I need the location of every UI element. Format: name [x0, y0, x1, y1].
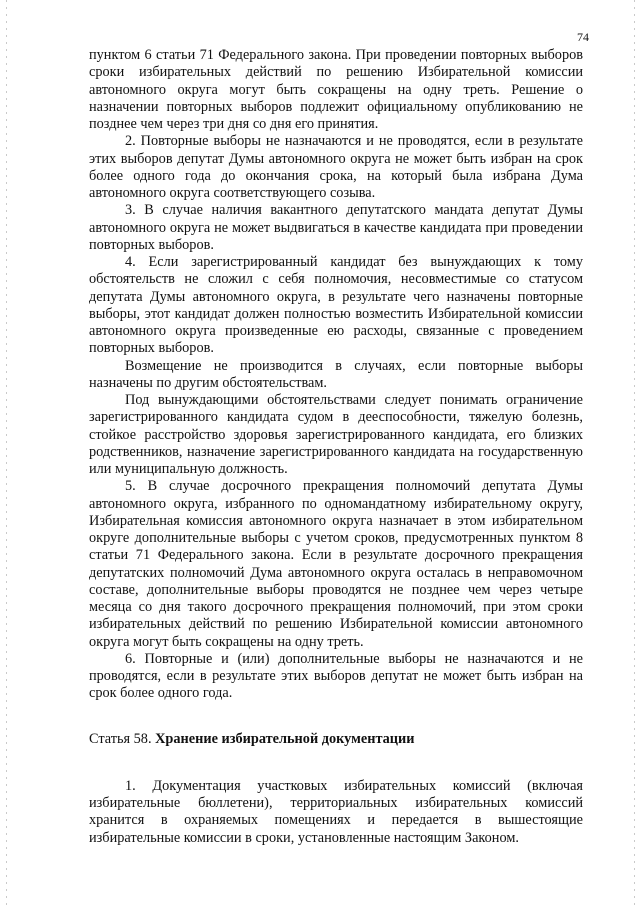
paragraph-continuation: пунктом 6 статьи 71 Федерального закона. При проведении повторных выборов сроки избирательных действий по решению Избирательной комиссии автономного округа могут быть сокращены на одну треть. Решение о назначении повторных выборов подлежит официальному опубликованию не позднее чем через три дня со дня его принятия.: [89, 47, 583, 132]
paragraph-clause-5: 5. В случае досрочного прекращения полномочий депутата Думы автономного округа, избранного по одномандатному избирательному округу, Избирательная комиссия автономного округа назначает в этом избирательном округе дополнительные выборы с учетом сроков, предусмотренных пунктом 8 статьи 71 Федерального закона. Если в результате досрочного прекращения депутатских полномочий Дума автономного округа осталась в неправомочном составе, дополнительные выборы проводятся не позднее чем через четыре месяца со дня такого досрочного прекращения полномочий, при этом сроки избирательных действий по решению Избирательной комиссии автономного округа могут быть сокращены на одну треть.: [89, 478, 583, 650]
article-title: Хранение избирательной документации: [155, 730, 415, 747]
page-number: 74: [577, 30, 589, 44]
scan-edge-right: [634, 0, 635, 905]
scan-edge-left: [6, 0, 7, 905]
paragraph-clause-4: 4. Если зарегистрированный кандидат без вынуждающих к тому обстоятельств не сложил с себя полномочия, несовместимые со статусом депутата Думы автономного округа, в результате чего назначены повторные выборы, этот кандидат должен полностью возместить Избирательной комиссии автономного округа произведенные ею расходы, связанные с проведением повторных выборов.: [89, 254, 583, 357]
paragraph-clause-3: 3. В случае наличия вакантного депутатского мандата депутат Думы автономного округа не может выдвигаться в качестве кандидата при проведении повторных выборов.: [89, 202, 583, 253]
paragraph-article-58-clause-1: 1. Документация участковых избирательных комиссий (включая избирательные бюллетени), территориальных избирательных комиссий хранится в охраняемых помещениях и передается в вышестоящие избирательные комиссии в сроки, установленные настоящим Законом.: [89, 777, 583, 846]
document-body: [89, 47, 583, 847]
paragraph-clause-6: 6. Повторные и (или) дополнительные выборы не назначаются и не проводятся, если в результате этих выборов депутат не может быть избран на срок более одного года.: [89, 650, 583, 702]
paragraph-circumstances: Под вынуждающими обстоятельствами следует понимать ограничение зарегистрированного кандидата судом в дееспособности, тяжелую болезнь, стойкое расстройство здоровья зарегистрированного кандидата, его близких родственников, назначение зарегистрированного кандидата на государственную или муниципальную должность.: [89, 392, 583, 477]
article-heading: [89, 731, 583, 748]
paragraph-compensation: Возмещение не производится в случаях, если повторные выборы назначены по другим обстоятельствам.: [89, 357, 583, 391]
paragraph-clause-2: 2. Повторные выборы не назначаются и не проводятся, если в результате этих выборов депутат Думы автономного округа не может быть избран на срок более одного года до окончания срока, на который была избрана Дума автономного округа соответствующего созыва.: [89, 133, 583, 201]
article-number: Статья 58.: [89, 730, 156, 747]
